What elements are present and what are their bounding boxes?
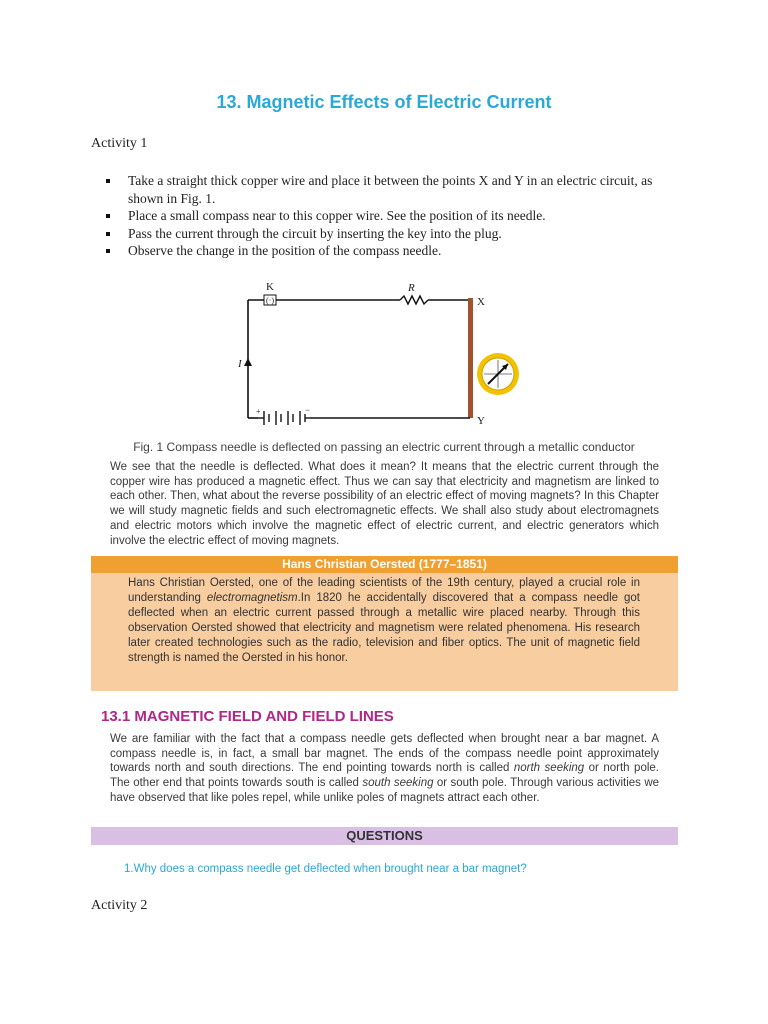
- page-title: 13. Magnetic Effects of Electric Current: [216, 92, 552, 112]
- figure-caption: Fig. 1 Compass needle is deflected on passing an electric current through a metallic conductor: [133, 440, 635, 454]
- section-heading: 13.1 MAGNETIC FIELD AND FIELD LINES: [101, 708, 394, 725]
- activity-2-heading: Activity 2: [91, 898, 148, 913]
- circuit-diagram: [230, 278, 530, 428]
- activity-1-steps: [106, 172, 666, 260]
- label-y: Y: [477, 415, 485, 427]
- label-key: K: [266, 281, 274, 293]
- label-resistor: R: [408, 282, 415, 294]
- intro-paragraph: We see that the needle is deflected. What does it mean? It means that the electric current through the copper wire has produced a magnetic effect. Thus we can say that electricity and magnetism are linked to each other. Then, what about the reverse possibility of an electric effect of moving magnets? In this Chapter we will study magnetic fields and such electromagnetic effects. We shall also study about electromagnets and electric motors which involve the magnetic effect of electric current, and electric generators which involve the electric effect of moving magnets.: [110, 461, 659, 547]
- question-item: 1.Why does a compass needle get deflected when brought near a bar magnet?: [124, 863, 527, 875]
- step-item: Pass the current through the circuit by inserting the key into the plug.: [106, 225, 666, 243]
- copper-wire: [468, 298, 473, 418]
- step-item: Observe the change in the position of the compass needle.: [106, 242, 666, 260]
- label-x: X: [477, 296, 485, 308]
- svg-text:+: +: [256, 407, 261, 416]
- activity-1-heading: Activity 1: [91, 136, 148, 151]
- battery: [258, 411, 310, 425]
- step-item: Take a straight thick copper wire and place it between the points X and Y in an electric circuit, as shown in Fig. 1.: [106, 172, 666, 207]
- oersted-heading: Hans Christian Oersted (1777–1851): [91, 556, 678, 573]
- current-arrow: [244, 358, 252, 366]
- svg-text:−: −: [305, 405, 311, 415]
- oersted-text: Hans Christian Oersted, one of the leading scientists of the 19th century, played a crucial role in understanding electromagnetism.In 1820 he accidentally discovered that a compass needle got deflected when an electric current passed through a metallic wire placed nearby. Through this observation Oersted showed that electricity and magnetism were related phenomena. His research later created technologies such as the radio, television and fiber optics. The unit of magnetic field strength is named the Oersted in his honor.: [128, 577, 640, 664]
- svg-text:(·): (·): [266, 296, 274, 305]
- questions-heading: QUESTIONS: [91, 827, 678, 845]
- label-current: I: [238, 358, 242, 370]
- section-paragraph: We are familiar with the fact that a compass needle gets deflected when brought near a bar magnet. A compass needle is, in fact, a small bar magnet. The ends of the compass needle point approximately towards north and south directions. The end pointing towards north is called north seeking or north pole. The other end that points towards south is called south seeking or south pole. Through various activities we have observed that like poles repel, while unlike poles of magnets attract each other.: [110, 733, 660, 804]
- compass: [477, 353, 519, 395]
- step-item: Place a small compass near to this copper wire. See the position of its needle.: [106, 207, 666, 225]
- resistor: [400, 296, 428, 304]
